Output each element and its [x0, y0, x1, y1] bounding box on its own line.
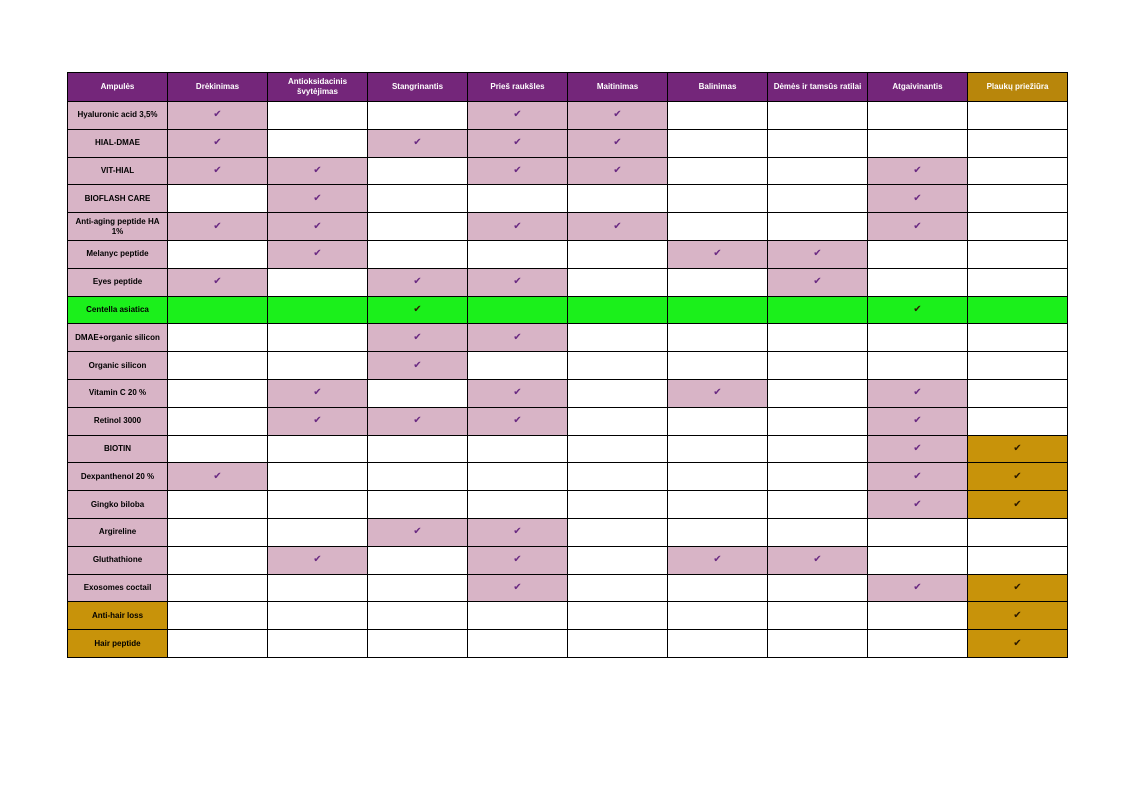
empty-cell — [968, 213, 1068, 241]
check-cell — [468, 574, 568, 602]
empty-cell — [368, 102, 468, 130]
checkmark-icon: ✔ — [413, 526, 422, 538]
table-body — [68, 102, 1068, 658]
checkmark-icon: ✔ — [713, 387, 722, 399]
empty-cell — [668, 435, 768, 463]
check-cell — [368, 296, 468, 324]
table-row — [68, 240, 1068, 268]
checkmark-icon: ✔ — [313, 248, 322, 260]
checkmark-icon: ✔ — [213, 164, 222, 176]
check-cell — [568, 129, 668, 157]
checkmark-icon: ✔ — [513, 164, 522, 176]
checkmark-icon: ✔ — [313, 164, 322, 176]
empty-cell — [968, 296, 1068, 324]
checkmark-icon: ✔ — [413, 415, 422, 427]
empty-cell — [168, 240, 268, 268]
check-cell — [468, 213, 568, 241]
empty-cell — [268, 129, 368, 157]
table-row — [68, 630, 1068, 658]
empty-cell — [868, 129, 968, 157]
table-row — [68, 102, 1068, 130]
checkmark-icon: ✔ — [213, 109, 222, 121]
check-cell — [168, 463, 268, 491]
empty-cell — [968, 518, 1068, 546]
check-cell — [268, 157, 368, 185]
check-cell — [268, 185, 368, 213]
check-cell — [168, 157, 268, 185]
empty-cell — [568, 324, 668, 352]
empty-cell — [368, 435, 468, 463]
check-cell — [968, 602, 1068, 630]
table-row — [68, 491, 1068, 519]
checkmark-icon: ✔ — [913, 498, 922, 510]
empty-cell — [868, 630, 968, 658]
checkmark-icon: ✔ — [313, 415, 322, 427]
empty-cell — [768, 296, 868, 324]
checkmark-icon: ✔ — [513, 220, 522, 232]
empty-cell — [168, 379, 268, 407]
empty-cell — [668, 324, 768, 352]
check-cell — [468, 129, 568, 157]
empty-cell — [568, 296, 668, 324]
empty-cell — [268, 435, 368, 463]
empty-cell — [968, 324, 1068, 352]
empty-cell — [168, 602, 268, 630]
row-label: Retinol 3000 — [68, 407, 168, 435]
empty-cell — [268, 324, 368, 352]
empty-cell — [468, 352, 568, 380]
empty-cell — [268, 574, 368, 602]
empty-cell — [968, 546, 1068, 574]
checkmark-icon: ✔ — [313, 387, 322, 399]
table-row — [68, 157, 1068, 185]
empty-cell — [668, 102, 768, 130]
empty-cell — [768, 324, 868, 352]
empty-cell — [168, 574, 268, 602]
empty-cell — [768, 352, 868, 380]
check-cell — [368, 324, 468, 352]
checkmark-icon: ✔ — [1013, 470, 1022, 482]
check-cell — [768, 268, 868, 296]
check-cell — [968, 463, 1068, 491]
column-header: Atgaivinantis — [868, 73, 968, 102]
empty-cell — [668, 157, 768, 185]
row-label: Organic silicon — [68, 352, 168, 380]
empty-cell — [968, 157, 1068, 185]
header-corner: Ampulės — [68, 73, 168, 102]
check-cell — [168, 213, 268, 241]
empty-cell — [768, 129, 868, 157]
checkmark-icon: ✔ — [913, 415, 922, 427]
empty-cell — [768, 407, 868, 435]
check-cell — [468, 379, 568, 407]
row-label: DMAE+organic silicon — [68, 324, 168, 352]
checkmark-icon: ✔ — [1013, 581, 1022, 593]
checkmark-icon: ✔ — [313, 192, 322, 204]
empty-cell — [468, 491, 568, 519]
table-row — [68, 379, 1068, 407]
checkmark-icon: ✔ — [613, 137, 622, 149]
empty-cell — [468, 602, 568, 630]
empty-cell — [868, 240, 968, 268]
column-header: Balinimas — [668, 73, 768, 102]
checkmark-icon: ✔ — [313, 554, 322, 566]
empty-cell — [268, 630, 368, 658]
empty-cell — [668, 268, 768, 296]
empty-cell — [168, 185, 268, 213]
check-cell — [868, 379, 968, 407]
empty-cell — [968, 185, 1068, 213]
row-label: Vitamin C 20 % — [68, 379, 168, 407]
checkmark-icon: ✔ — [213, 276, 222, 288]
empty-cell — [568, 435, 668, 463]
empty-cell — [668, 352, 768, 380]
empty-cell — [968, 240, 1068, 268]
checkmark-icon: ✔ — [313, 220, 322, 232]
empty-cell — [868, 518, 968, 546]
table-row — [68, 574, 1068, 602]
empty-cell — [668, 574, 768, 602]
empty-cell — [568, 407, 668, 435]
table-row — [68, 296, 1068, 324]
empty-cell — [668, 518, 768, 546]
empty-cell — [368, 185, 468, 213]
checkmark-icon: ✔ — [513, 581, 522, 593]
empty-cell — [968, 129, 1068, 157]
row-label: BIOFLASH CARE — [68, 185, 168, 213]
column-header: Plaukų priežiūra — [968, 73, 1068, 102]
checkmark-icon: ✔ — [513, 387, 522, 399]
empty-cell — [268, 463, 368, 491]
checkmark-icon: ✔ — [613, 164, 622, 176]
empty-cell — [168, 491, 268, 519]
empty-cell — [168, 435, 268, 463]
check-cell — [968, 435, 1068, 463]
checkmark-icon: ✔ — [813, 276, 822, 288]
check-cell — [268, 379, 368, 407]
check-cell — [868, 296, 968, 324]
row-label: Hair peptide — [68, 630, 168, 658]
empty-cell — [768, 157, 868, 185]
check-cell — [968, 491, 1068, 519]
checkmark-icon: ✔ — [913, 192, 922, 204]
row-label: Anti-aging peptide HA 1% — [68, 213, 168, 241]
empty-cell — [468, 240, 568, 268]
checkmark-icon: ✔ — [813, 554, 822, 566]
empty-cell — [768, 491, 868, 519]
empty-cell — [468, 630, 568, 658]
empty-cell — [568, 491, 668, 519]
row-label: Gluthathione — [68, 546, 168, 574]
check-cell — [468, 102, 568, 130]
check-cell — [168, 268, 268, 296]
empty-cell — [368, 240, 468, 268]
check-cell — [468, 518, 568, 546]
checkmark-icon: ✔ — [513, 137, 522, 149]
check-cell — [468, 324, 568, 352]
checkmark-icon: ✔ — [413, 359, 422, 371]
check-cell — [168, 129, 268, 157]
empty-cell — [468, 435, 568, 463]
empty-cell — [768, 574, 868, 602]
checkmark-icon: ✔ — [213, 470, 222, 482]
checkmark-icon: ✔ — [413, 303, 422, 315]
empty-cell — [668, 185, 768, 213]
empty-cell — [268, 296, 368, 324]
row-label: Anti-hair loss — [68, 602, 168, 630]
check-cell — [868, 574, 968, 602]
checkmark-icon: ✔ — [813, 248, 822, 260]
empty-cell — [168, 296, 268, 324]
checkmark-icon: ✔ — [513, 526, 522, 538]
column-header: Maitinimas — [568, 73, 668, 102]
checkmark-icon: ✔ — [413, 331, 422, 343]
empty-cell — [868, 352, 968, 380]
check-cell — [868, 213, 968, 241]
empty-cell — [668, 213, 768, 241]
checkmark-icon: ✔ — [1013, 637, 1022, 649]
row-label: VIT-HIAL — [68, 157, 168, 185]
checkmark-icon: ✔ — [1013, 609, 1022, 621]
column-header: Dėmės ir tamsūs ratilai — [768, 73, 868, 102]
empty-cell — [568, 602, 668, 630]
empty-cell — [968, 379, 1068, 407]
check-cell — [868, 463, 968, 491]
empty-cell — [268, 491, 368, 519]
empty-cell — [868, 268, 968, 296]
check-cell — [868, 491, 968, 519]
checkmark-icon: ✔ — [513, 276, 522, 288]
check-cell — [768, 240, 868, 268]
column-header: Stangrinantis — [368, 73, 468, 102]
empty-cell — [168, 324, 268, 352]
check-cell — [568, 213, 668, 241]
check-cell — [668, 379, 768, 407]
table-row — [68, 518, 1068, 546]
table-row — [68, 463, 1068, 491]
empty-cell — [568, 185, 668, 213]
checkmark-icon: ✔ — [913, 470, 922, 482]
header-row — [68, 73, 1068, 102]
check-cell — [468, 546, 568, 574]
check-cell — [468, 407, 568, 435]
check-cell — [868, 407, 968, 435]
empty-cell — [668, 463, 768, 491]
check-cell — [468, 157, 568, 185]
check-cell — [368, 407, 468, 435]
empty-cell — [168, 407, 268, 435]
empty-cell — [568, 240, 668, 268]
check-cell — [968, 574, 1068, 602]
table-row — [68, 602, 1068, 630]
row-label: BIOTIN — [68, 435, 168, 463]
checkmark-icon: ✔ — [613, 109, 622, 121]
check-cell — [968, 630, 1068, 658]
row-label: Hyaluronic acid 3,5% — [68, 102, 168, 130]
checkmark-icon: ✔ — [713, 554, 722, 566]
empty-cell — [968, 268, 1068, 296]
empty-cell — [768, 213, 868, 241]
empty-cell — [368, 574, 468, 602]
check-cell — [368, 352, 468, 380]
check-cell — [668, 546, 768, 574]
row-label: Dexpanthenol 20 % — [68, 463, 168, 491]
check-cell — [468, 268, 568, 296]
empty-cell — [568, 268, 668, 296]
empty-cell — [668, 129, 768, 157]
table-row — [68, 324, 1068, 352]
checkmark-icon: ✔ — [913, 220, 922, 232]
table-row — [68, 129, 1068, 157]
empty-cell — [368, 463, 468, 491]
check-cell — [568, 157, 668, 185]
checkmark-icon: ✔ — [513, 415, 522, 427]
empty-cell — [168, 546, 268, 574]
row-label: Centella asiatica — [68, 296, 168, 324]
checkmark-icon: ✔ — [513, 109, 522, 121]
empty-cell — [668, 407, 768, 435]
empty-cell — [568, 379, 668, 407]
empty-cell — [268, 352, 368, 380]
checkmark-icon: ✔ — [913, 581, 922, 593]
table-row — [68, 352, 1068, 380]
checkmark-icon: ✔ — [713, 248, 722, 260]
empty-cell — [268, 268, 368, 296]
checkmark-icon: ✔ — [213, 137, 222, 149]
checkmark-icon: ✔ — [1013, 498, 1022, 510]
empty-cell — [368, 602, 468, 630]
empty-cell — [368, 213, 468, 241]
column-header: Prieš raukšles — [468, 73, 568, 102]
check-cell — [868, 435, 968, 463]
empty-cell — [868, 602, 968, 630]
empty-cell — [568, 463, 668, 491]
row-label: Argireline — [68, 518, 168, 546]
table-row — [68, 407, 1068, 435]
checkmark-icon: ✔ — [913, 303, 922, 315]
empty-cell — [568, 518, 668, 546]
table-row — [68, 213, 1068, 241]
empty-cell — [168, 352, 268, 380]
checkmark-icon: ✔ — [213, 220, 222, 232]
empty-cell — [668, 602, 768, 630]
table-row — [68, 435, 1068, 463]
ampoules-table — [67, 72, 1068, 658]
empty-cell — [268, 102, 368, 130]
row-label: Eyes peptide — [68, 268, 168, 296]
empty-cell — [768, 463, 868, 491]
column-header: Antioksidacinis švytėjimas — [268, 73, 368, 102]
checkmark-icon: ✔ — [1013, 442, 1022, 454]
empty-cell — [768, 379, 868, 407]
checkmark-icon: ✔ — [413, 276, 422, 288]
table-row — [68, 185, 1068, 213]
empty-cell — [968, 407, 1068, 435]
check-cell — [368, 129, 468, 157]
empty-cell — [668, 491, 768, 519]
empty-cell — [168, 630, 268, 658]
empty-cell — [168, 518, 268, 546]
check-cell — [368, 268, 468, 296]
empty-cell — [768, 185, 868, 213]
check-cell — [268, 407, 368, 435]
check-cell — [768, 546, 868, 574]
checkmark-icon: ✔ — [513, 331, 522, 343]
empty-cell — [968, 352, 1068, 380]
empty-cell — [468, 463, 568, 491]
empty-cell — [968, 102, 1068, 130]
empty-cell — [268, 518, 368, 546]
empty-cell — [468, 296, 568, 324]
check-cell — [268, 546, 368, 574]
empty-cell — [768, 435, 868, 463]
empty-cell — [468, 185, 568, 213]
row-label: Exosomes coctail — [68, 574, 168, 602]
column-header: Drėkinimas — [168, 73, 268, 102]
checkmark-icon: ✔ — [913, 164, 922, 176]
empty-cell — [768, 602, 868, 630]
check-cell — [868, 157, 968, 185]
empty-cell — [868, 546, 968, 574]
check-cell — [268, 213, 368, 241]
table-row — [68, 546, 1068, 574]
empty-cell — [368, 157, 468, 185]
empty-cell — [868, 102, 968, 130]
empty-cell — [868, 324, 968, 352]
row-label: HIAL-DMAE — [68, 129, 168, 157]
check-cell — [668, 240, 768, 268]
empty-cell — [568, 352, 668, 380]
check-cell — [168, 102, 268, 130]
row-label: Gingko biloba — [68, 491, 168, 519]
check-cell — [868, 185, 968, 213]
empty-cell — [268, 602, 368, 630]
table-row — [68, 268, 1068, 296]
empty-cell — [768, 102, 868, 130]
check-cell — [368, 518, 468, 546]
checkmark-icon: ✔ — [913, 442, 922, 454]
empty-cell — [568, 546, 668, 574]
checkmark-icon: ✔ — [413, 137, 422, 149]
empty-cell — [368, 546, 468, 574]
empty-cell — [368, 379, 468, 407]
empty-cell — [568, 630, 668, 658]
checkmark-icon: ✔ — [613, 220, 622, 232]
empty-cell — [668, 296, 768, 324]
empty-cell — [768, 518, 868, 546]
checkmark-icon: ✔ — [513, 554, 522, 566]
check-cell — [268, 240, 368, 268]
row-label: Melanyc peptide — [68, 240, 168, 268]
check-cell — [568, 102, 668, 130]
checkmark-icon: ✔ — [913, 387, 922, 399]
empty-cell — [568, 574, 668, 602]
empty-cell — [768, 630, 868, 658]
empty-cell — [668, 630, 768, 658]
empty-cell — [368, 491, 468, 519]
empty-cell — [368, 630, 468, 658]
